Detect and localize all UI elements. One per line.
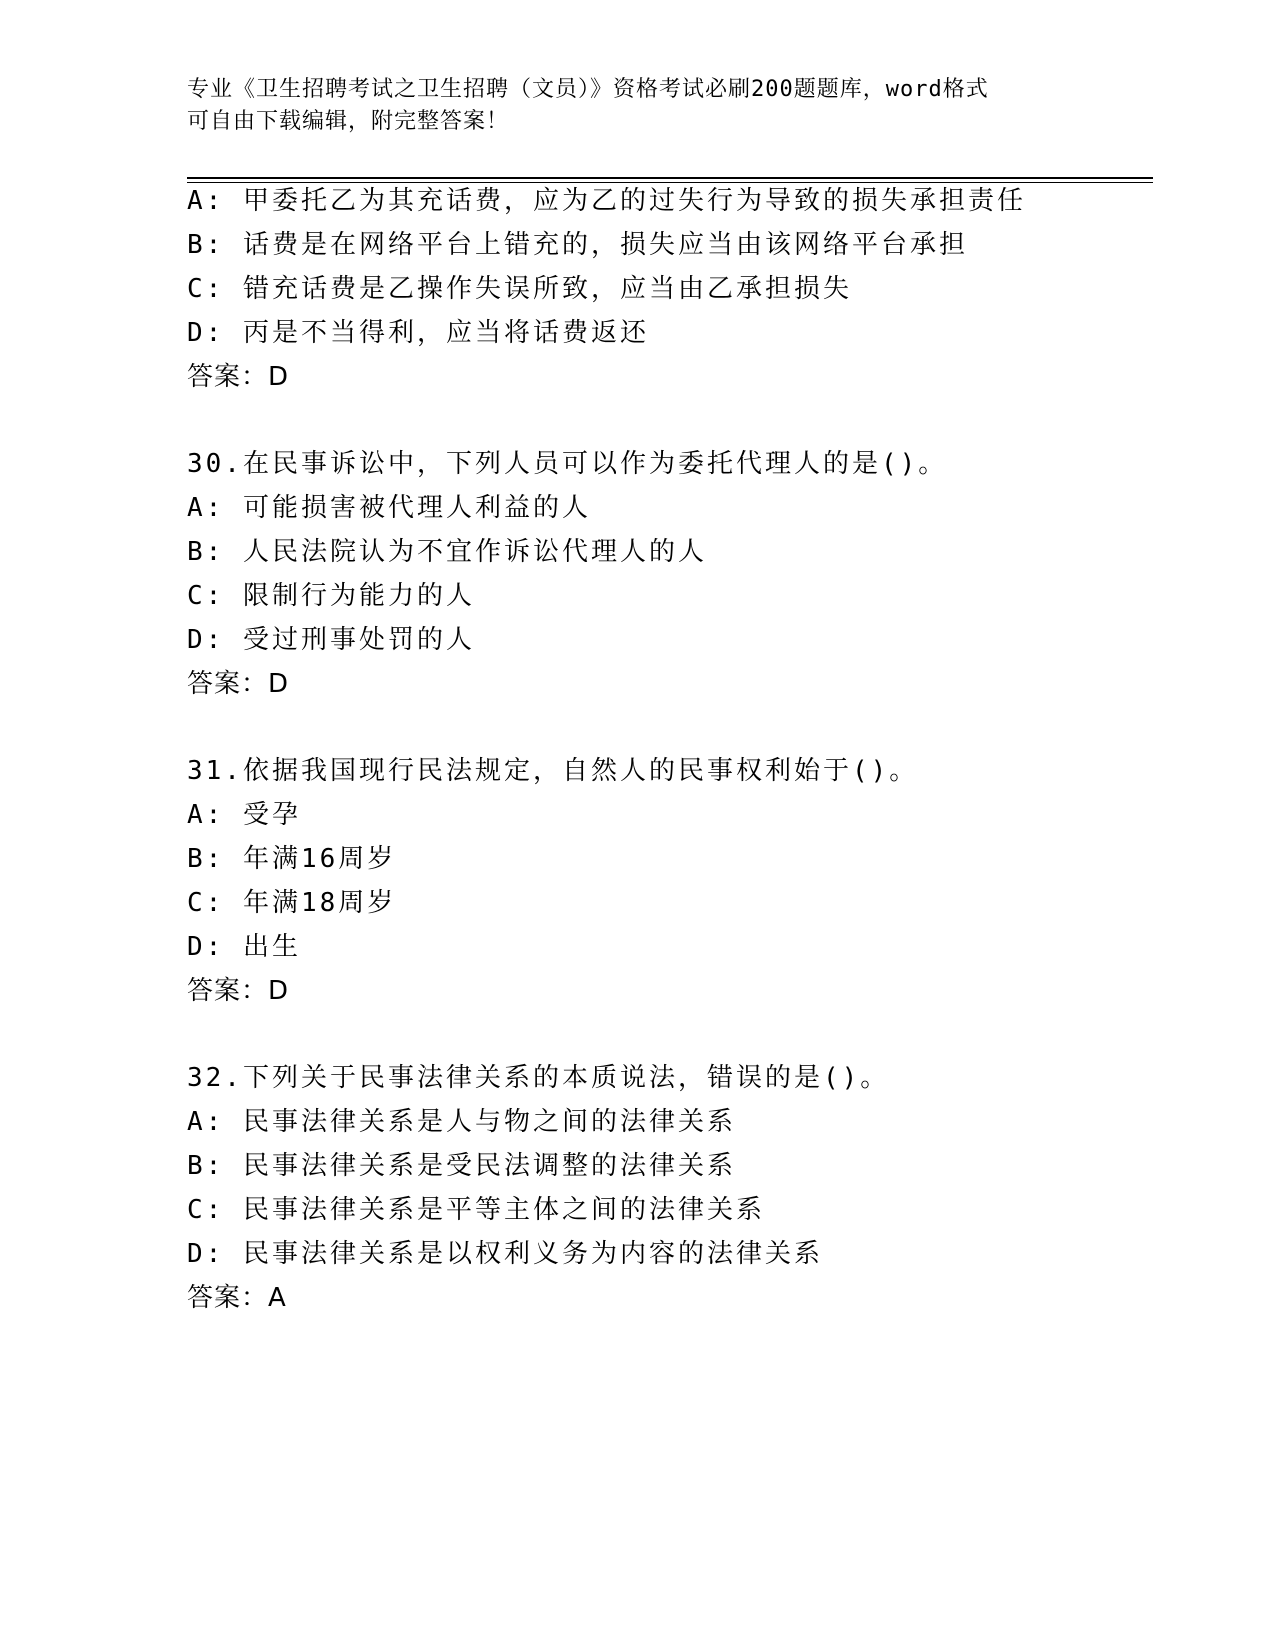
question-32-option-d: D: 民事法律关系是以权利义务为内容的法律关系 (187, 1239, 823, 1269)
header-divider-thin (187, 182, 1153, 183)
question-31-text: 31.依据我国现行民法规定，自然人的民事权利始于()。 (187, 756, 919, 786)
question-32-option-b: B: 民事法律关系是受民法调整的法律关系 (187, 1151, 736, 1181)
question-31-option-d: D: 出生 (187, 932, 301, 962)
question-30-option-a: A: 可能损害被代理人利益的人 (187, 493, 591, 523)
question-31-option-a: A: 受孕 (187, 800, 301, 830)
question-30-answer: 答案：D (187, 669, 290, 699)
question-29-answer: 答案：D (187, 362, 290, 392)
question-29-option-a: A: 甲委托乙为其充话费，应为乙的过失行为导致的损失承担责任 (187, 186, 1026, 216)
question-31-option-c: C: 年满18周岁 (187, 888, 397, 918)
header-line-1: 专业《卫生招聘考试之卫生招聘（文员）》资格考试必刷200题题库，word格式 (187, 77, 989, 102)
question-31-option-b: B: 年满16周岁 (187, 844, 397, 874)
question-32-answer: 答案：A (187, 1283, 287, 1313)
document-header (187, 74, 1087, 138)
question-31-answer: 答案：D (187, 976, 290, 1006)
header-divider-thick (187, 177, 1153, 179)
question-30-option-b: B: 人民法院认为不宜作诉讼代理人的人 (187, 537, 707, 567)
question-32-text: 32.下列关于民事法律关系的本质说法，错误的是()。 (187, 1063, 890, 1093)
question-30-option-d: D: 受过刑事处罚的人 (187, 625, 475, 655)
question-30-option-c: C: 限制行为能力的人 (187, 581, 475, 611)
header-line-2: 可自由下载编辑，附完整答案！ (187, 109, 510, 134)
question-29-option-c: C: 错充话费是乙操作失误所致，应当由乙承担损失 (187, 274, 852, 304)
question-32-option-a: A: 民事法律关系是人与物之间的法律关系 (187, 1107, 736, 1137)
question-30-text: 30.在民事诉讼中，下列人员可以作为委托代理人的是()。 (187, 449, 948, 479)
question-29-option-b: B: 话费是在网络平台上错充的，损失应当由该网络平台承担 (187, 230, 968, 260)
question-29-option-d: D: 丙是不当得利，应当将话费返还 (187, 318, 649, 348)
question-32-option-c: C: 民事法律关系是平等主体之间的法律关系 (187, 1195, 765, 1225)
